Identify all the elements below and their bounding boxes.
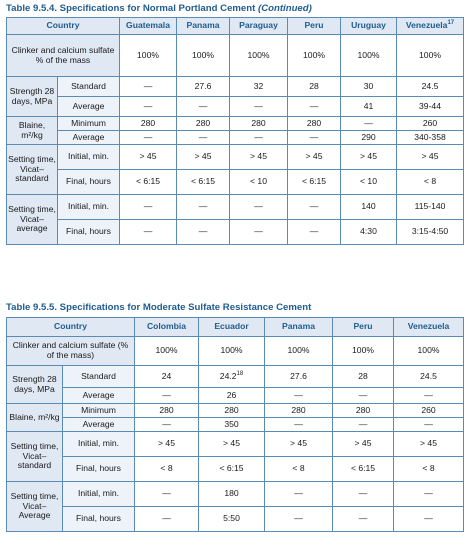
cell: 260 [397,117,464,131]
cell: — [288,220,341,245]
cell: 41 [341,97,397,117]
table-row [7,404,464,418]
table2-col-venezuela: Venezuela [394,318,464,337]
table-row [7,337,464,366]
cell: 260 [394,404,464,418]
cell: — [288,195,341,220]
cell: 27.6 [265,366,333,388]
cell: 24.5 [394,366,464,388]
cell: 280 [120,117,177,131]
row-sub-label: Initial, min. [63,482,135,507]
cell: 5:50 [199,507,265,532]
table-row [7,145,464,170]
row-group-blaine: Blaine, m²/kg [7,404,63,432]
table-row [7,35,464,77]
table-row [7,418,464,432]
table-row [7,131,464,145]
cell: < 8 [135,457,199,482]
cell: — [288,131,341,145]
cell: — [120,77,177,97]
cell: 280 [288,117,341,131]
row-group-strength: Strength 28 days, MPa [7,366,63,404]
table2-header-row [7,318,464,337]
cell: 100% [120,35,177,77]
cell: 100% [397,35,464,77]
row-sub-label: Final, hours [63,507,135,532]
cell: > 45 [397,145,464,170]
row-label-clinker: Clinker and calcium sulfate % of the mass [7,35,120,77]
table1-footnote-ref: 17 [447,20,455,27]
table1-title [6,3,312,14]
cell: 24 [135,366,199,388]
cell: — [265,482,333,507]
cell: < 6:15 [333,457,394,482]
row-group-setting-average: Setting time, Vicat– Average [7,482,63,532]
cell: — [135,388,199,404]
cell: 100% [333,337,394,366]
cell: 180 [199,482,265,507]
cell: 280 [230,117,288,131]
cell: — [177,97,230,117]
cell-value: 24.2 [219,370,237,381]
cell: < 10 [341,170,397,195]
row-sub-label: Average [63,418,135,432]
cell: — [288,97,341,117]
table2-col-colombia: Colombia [135,318,199,337]
row-sub-label: Initial, min. [58,195,120,220]
cell: 100% [199,337,265,366]
table2-col-peru: Peru [333,318,394,337]
cell: 100% [177,35,230,77]
cell: — [394,388,464,404]
cell: — [120,220,177,245]
table1-col-peru: Peru [288,18,341,35]
table2-country-header: Country [7,318,135,337]
table-row [7,220,464,245]
cell: > 45 [199,432,265,457]
cell: — [177,131,230,145]
row-sub-label: Minimum [58,117,120,131]
cell: — [135,482,199,507]
cell: 100% [341,35,397,77]
cell: 26 [199,388,265,404]
row-sub-label: Final, hours [58,220,120,245]
cell: < 8 [265,457,333,482]
row-sub-label: Average [58,97,120,117]
table1-header-row [7,18,464,35]
cell: 100% [288,35,341,77]
table-row [7,170,464,195]
cell: 100% [394,337,464,366]
cell: — [265,388,333,404]
cell: > 45 [394,432,464,457]
table1-col-panama: Panama [177,18,230,35]
cell: 32 [230,77,288,97]
table1-col-paraguay: Paraguay [230,18,288,35]
row-sub-label: Standard [58,77,120,97]
cell: — [135,507,199,532]
cell: 100% [265,337,333,366]
cell: 4:30 [341,220,397,245]
cell: 340-358 [397,131,464,145]
cell: 350 [199,418,265,432]
row-sub-label: Initial, min. [63,432,135,457]
cell: 280 [199,404,265,418]
row-sub-label: Final, hours [63,457,135,482]
cell: — [230,195,288,220]
table-row [7,366,464,388]
cell: 27.6 [177,77,230,97]
cell: 30 [341,77,397,97]
row-group-strength: Strength 28 days, MPa [7,77,58,117]
cell: > 45 [265,432,333,457]
cell: — [394,482,464,507]
cell: 280 [333,404,394,418]
table-row [7,482,464,507]
cell: — [333,482,394,507]
table1-country-header: Country [7,18,120,35]
row-group-setting-standard: Setting time, Vicat– standard [7,145,58,195]
cell: — [135,418,199,432]
cell: < 6:15 [120,170,177,195]
cell: — [230,131,288,145]
cell: < 8 [394,457,464,482]
table-row [7,432,464,457]
cell: > 45 [177,145,230,170]
table-row [7,117,464,131]
table1-col-uruguay: Uruguay [341,18,397,35]
cell: 24.5 [397,77,464,97]
cell: — [333,418,394,432]
cell: — [120,131,177,145]
cell: > 45 [333,432,394,457]
table1-title-suffix: (Continued) [258,3,312,14]
cell: 39-44 [397,97,464,117]
cell: 280 [265,404,333,418]
cell: 28 [333,366,394,388]
footnote-ref: 18 [236,370,244,377]
cell: — [333,507,394,532]
cell: 100% [135,337,199,366]
cell: — [120,195,177,220]
cell: — [394,418,464,432]
cell [199,366,265,388]
table1-title-text: Table 9.5.4. Specifications for Normal Portland Cement [6,3,256,14]
row-sub-label: Standard [63,366,135,388]
cell: — [230,220,288,245]
row-sub-label: Average [63,388,135,404]
cell: — [177,195,230,220]
cell: 280 [177,117,230,131]
row-group-blaine: Blaine, m²/kg [7,117,58,145]
table1-col-venezuela [397,18,464,35]
cell: > 45 [230,145,288,170]
cell: < 6:15 [199,457,265,482]
cell: 280 [135,404,199,418]
cell: > 45 [341,145,397,170]
row-sub-label: Initial, min. [58,145,120,170]
cell: 290 [341,131,397,145]
table1-col-guatemala: Guatemala [120,18,177,35]
cell: — [120,97,177,117]
cell: — [394,507,464,532]
row-group-setting-average: Setting time, Vicat– average [7,195,58,245]
table2-title: Table 9.5.5. Specifications for Moderate Sulfate Resistance Cement [6,302,312,313]
cell: < 8 [397,170,464,195]
table2-col-panama: Panama [265,318,333,337]
table1 [6,17,464,245]
row-label-clinker: Clinker and calcium sulfate (% of the mass) [7,337,135,366]
table-row [7,388,464,404]
row-sub-label: Final, hours [58,170,120,195]
cell: — [265,418,333,432]
cell: > 45 [288,145,341,170]
cell: < 6:15 [288,170,341,195]
cell: < 6:15 [177,170,230,195]
cell: > 45 [135,432,199,457]
table-row [7,195,464,220]
table-row [7,457,464,482]
row-sub-label: Average [58,131,120,145]
cell: < 10 [230,170,288,195]
cell: — [341,117,397,131]
cell: 28 [288,77,341,97]
cell: 140 [341,195,397,220]
table1-col-venezuela-text: Venezuela [405,20,448,31]
row-group-setting-standard: Setting time, Vicat– standard [7,432,63,482]
table-row [7,77,464,97]
cell: — [230,97,288,117]
cell: — [177,220,230,245]
cell: 100% [230,35,288,77]
table-row [7,507,464,532]
table2-col-ecuador: Ecuador [199,318,265,337]
cell: — [333,388,394,404]
cell: — [265,507,333,532]
table2 [6,317,464,532]
cell: 3:15-4:50 [397,220,464,245]
table-row [7,97,464,117]
cell: > 45 [120,145,177,170]
cell: 115-140 [397,195,464,220]
row-sub-label: Minimum [63,404,135,418]
